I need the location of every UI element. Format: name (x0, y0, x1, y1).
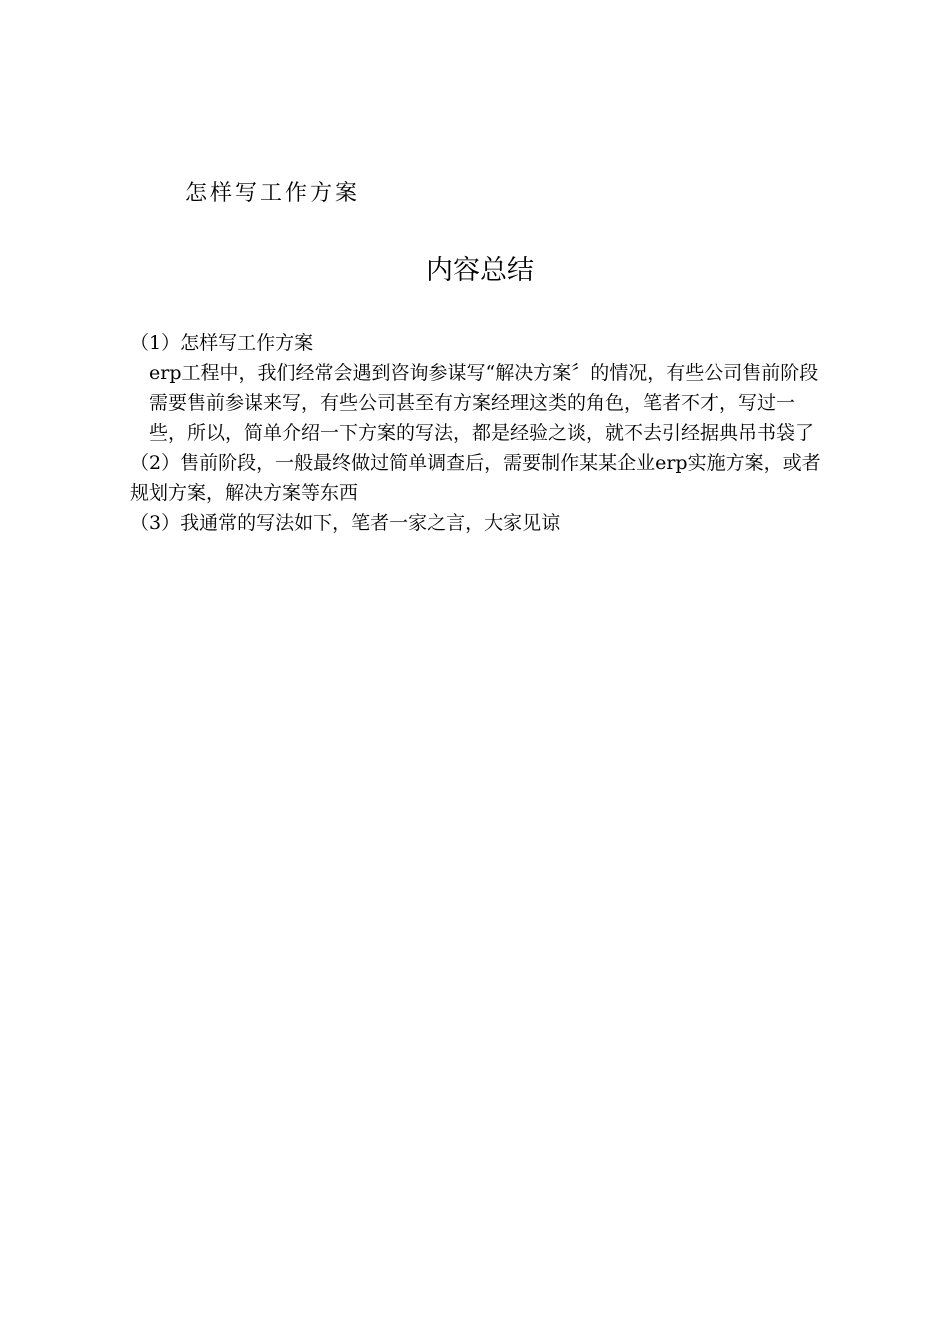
document-body (130, 328, 830, 538)
paragraph-1: （1）怎样写工作方案 (130, 332, 314, 354)
document-header: 怎样写工作方案 (185, 181, 361, 206)
paragraph-4: （3）我通常的写法如下，笔者一家之言，大家见谅 (130, 512, 561, 534)
paragraph-3: （2）售前阶段，一般最终做过简单调查后，需要制作某某企业erp实施方案，或者规划方案，解决方案等东西 (130, 452, 821, 504)
document-title: 内容总结 (426, 255, 534, 286)
paragraph-2: erp工程中，我们经常会遇到咨询参谋写“解决方案〞的情况，有些公司售前阶段需要售前参谋来写，有些公司甚至有方案经理这类的角色，笔者不才，写过一些，所以，简单介绍一下方案的写法，都是经验之谈，就不去引经据典吊书袋了 (149, 362, 819, 444)
